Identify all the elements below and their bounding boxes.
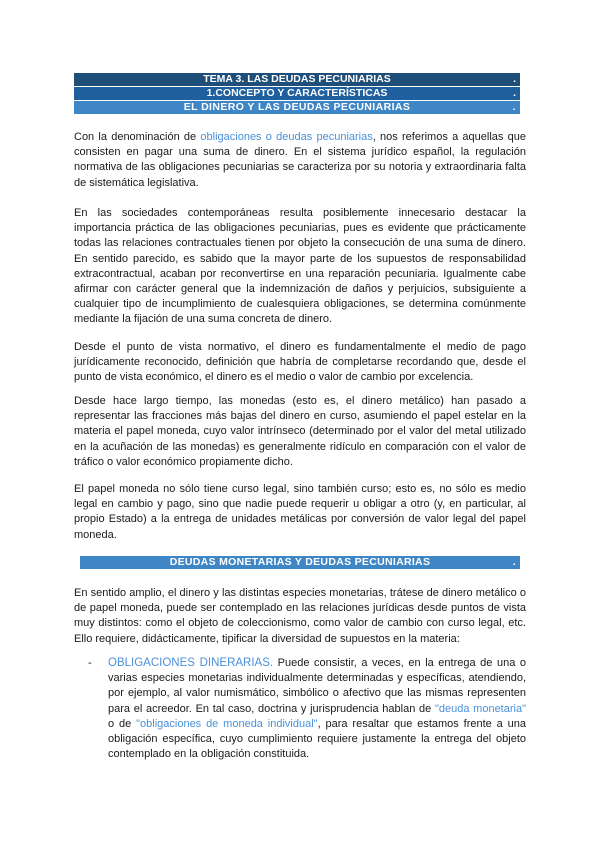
paragraph-1-rest: , nos referimos a aquellas que consisten en pagar una suma de dinero. En el sistema jurídico español, la regulación normativa de las obligaciones pecuniarias se caracteriza por su notoria y extraordinaria falta de sistemática legislativa. — [74, 131, 526, 189]
section-dot: . — [513, 87, 516, 99]
title-dot: . — [513, 73, 516, 85]
bullet-dash: - — [88, 657, 92, 669]
paragraph-1 — [74, 130, 526, 191]
bullet-text-2: o de — [108, 717, 137, 730]
paragraph-1-intro: Con la denominación de — [74, 131, 201, 143]
section-heading: 1.CONCEPTO Y CARACTERÍSTICAS — [206, 87, 388, 99]
bullet-item — [108, 656, 526, 762]
bullet-highlight-1: "deuda monetaria" — [434, 702, 526, 715]
bullet-highlight-2: "obligaciones de moneda individual" — [136, 717, 318, 730]
bullet-text-1: Puede consistir, a veces, en la entrega de una o varias especies monetarias individualmente determinadas y específicas, atendiendo, por ejemplo, al valor numismático, simbólico o afectivo que las mismas representen para el acreedor. En tal caso, doctrina y jurisprudencia hablan de — [108, 657, 526, 715]
section-2-dot: . — [512, 556, 516, 568]
bullet-text-3: , para resaltar que estamos frente a una obligación específica, cuyo cumplimiento requiere justamente la entrega del objeto contemplado en la obligación constituida. — [108, 717, 527, 761]
paragraph-2: En las sociedades contemporáneas resulta posiblemente innecesario destacar la importancia práctica de las obligaciones pecuniarias, pues es evidente que prácticamente todas las relaciones contractuales tienen por objeto la consecución de una suma de dinero. En sentido parecido, es sabido que la mayor parte de los supuestos de responsabilidad extracontractual, acaban por reconvertirse en una reparación pecuniaria. Igualmente cabe afirmar con carácter general que la indemnización de daños y perjuicios, subsiguiente a cualquier tipo de incumplimiento de cualesquiera obligaciones, se determina comúnmente mediante la fijación de una suma concreta de dinero. — [74, 207, 526, 326]
subsection-heading-bar — [74, 101, 520, 114]
document-title: TEMA 3. LAS DEUDAS PECUNIARIAS — [203, 73, 391, 85]
highlighted-term: obligaciones o deudas pecuniarias — [200, 131, 373, 143]
bullet-lead: OBLIGACIONES DINERARIAS. — [108, 657, 274, 669]
paragraph-6: En sentido amplio, el dinero y las distintas especies monetarias, trátese de dinero metálico o de papel moneda, puede ser contemplado en las relaciones jurídicas desde puntos de vista muy distintos: como el objeto de coleccionismo, como valor de cambio con curso legal, etc. Ello requiere, didácticamente, tipificar la diversidad de supuestos en la materia: — [74, 587, 526, 645]
paragraph-5: El papel moneda no sólo tiene curso legal, sino también curso; esto es, no sólo es medio legal en cambio y pago, sino que nadie puede requerir u obligar a otro (y, en particular, al propio Estado) a la entrega de unidades metálicas por conversión de valor legal del papel moneda. — [74, 483, 526, 541]
section-2-heading: DEUDAS MONETARIAS Y DEUDAS PECUNIARIAS — [169, 556, 431, 568]
paragraph-4: Desde hace largo tiempo, las monedas (esto es, el dinero metálico) han pasado a representar las fracciones más bajas del dinero en curso, asumiendo el papel estelar en la materia el papel moneda, cuyo valor intrínseco (determinado por el valor del metal utilizado en la acuñación de las monedas) es generalmente ridículo en comparación con el valor de tráfico o valor económico propiamente dicho. — [74, 395, 526, 468]
paragraph-3: Desde el punto de vista normativo, el dinero es fundamentalmente el medio de pago jurídicamente reconocido, definición que habría de completarse recordando que, desde el punto de vista económico, el dinero es el medio o valor de cambio por excelencia. — [74, 341, 526, 384]
section-2-heading-bar — [80, 556, 520, 569]
title-bar — [74, 73, 520, 86]
subsection-heading: EL DINERO Y LAS DEUDAS PECUNIARIAS — [183, 101, 411, 113]
section-heading-bar — [74, 87, 520, 100]
subsection-dot: . — [512, 101, 516, 113]
